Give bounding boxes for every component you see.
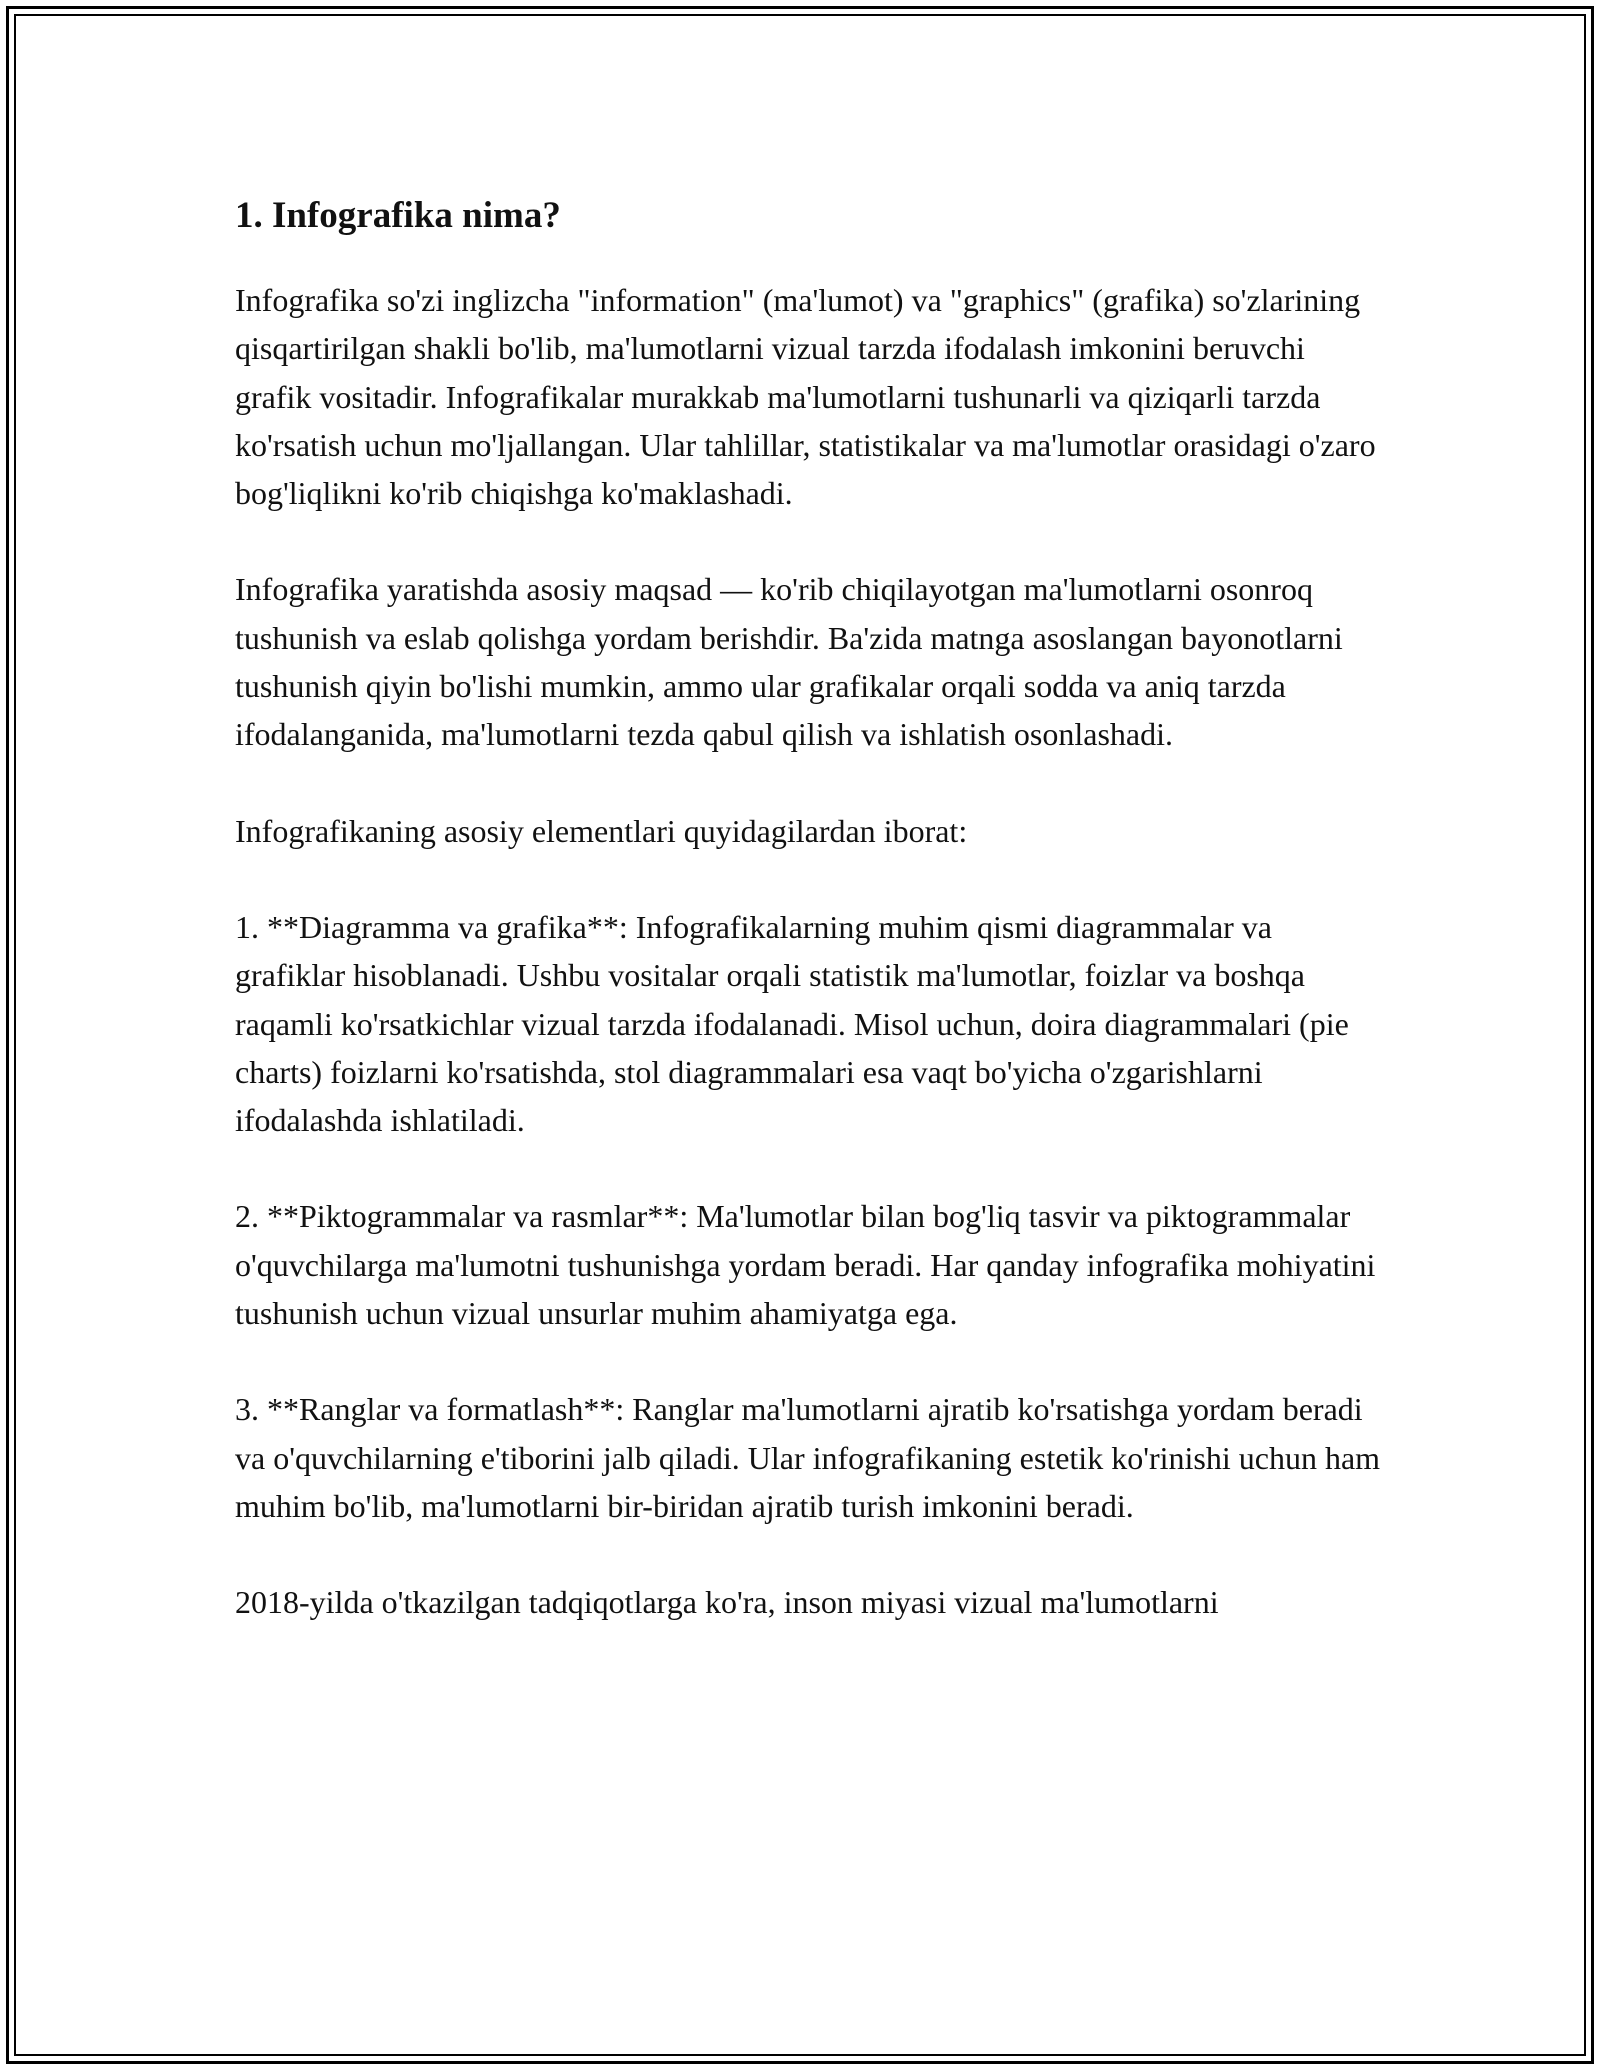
- list-item-diagrams: 1. **Diagramma va grafika**: Infografikalarning muhim qismi diagrammalar va grafiklar hisoblanadi. Ushbu vositalar orqali statistik ma'lumotlar, foizlar va boshqa raqamli ko'rsatkichlar vizual tarzda ifodalanadi. Misol uchun, doira diagrammalari (pie charts) foizlarni ko'rsatishda, stol diagrammalari esa vaqt bo'yicha o'zgarishlarni ifodalashda ishlatiladi.: [235, 908, 1349, 1139]
- list-item-colors: 3. **Ranglar va formatlash**: Ranglar ma'lumotlarni ajratib ko'rsatishga yordam beradi va o'quvchilarning e'tiborini jalb qiladi. Ular infografikaning estetik ko'rinishi uchun ham muhim bo'lib, ma'lumotlarni bir-biridan ajratib turish imkonini beradi.: [235, 1391, 1381, 1524]
- document-body: [235, 188, 1385, 1675]
- paragraph-purpose: Infografika yaratishda asosiy maqsad — ko'rib chiqilayotgan ma'lumotlarni osonroq tushunish va eslab qolishga yordam berishdir. Ba'zida matnga asoslangan bayonotlarni tushunish qiyin bo'lishi mumkin, ammo ular grafikalar orqali sodda va aniq tarzda ifodalanganida, ma'lumotlarni tezda qabul qilish va ishlatish osonlashadi.: [235, 571, 1343, 753]
- section-heading: 1. Infografika nima?: [235, 195, 561, 236]
- paragraph-research: 2018-yilda o'tkazilgan tadqiqotlarga ko'ra, inson miyasi vizual ma'lumotlarni: [235, 1584, 1219, 1621]
- list-item-pictograms: 2. **Piktogrammalar va rasmlar**: Ma'lumotlar bilan bog'liq tasvir va piktogrammalar o'quvchilarga ma'lumotni tushunishga yordam beradi. Har qanday infografika mohiyatini tushunish uchun vizual unsurlar muhim ahamiyatga ega.: [235, 1198, 1376, 1332]
- paragraph-definition: Infografika so'zi inglizcha "information" (ma'lumot) va "graphics" (grafika) so'zlarining qisqartirilgan shakli bo'lib, ma'lumotlarni vizual tarzda ifodalash imkonini beruvchi grafik vositadir. Infografikalar murakkab ma'lumotlarni tushunarli va qiziqarli tarzda ko'rsatish uchun mo'ljallangan. Ular tahlillar, statistikalar va ma'lumotlar orasidagi o'zaro bog'liqlikni ko'rib chiqishga ko'maklashadi.: [235, 282, 1376, 512]
- paragraph-elements-intro: Infografikaning asosiy elementlari quyidagilardan iborat:: [235, 812, 968, 849]
